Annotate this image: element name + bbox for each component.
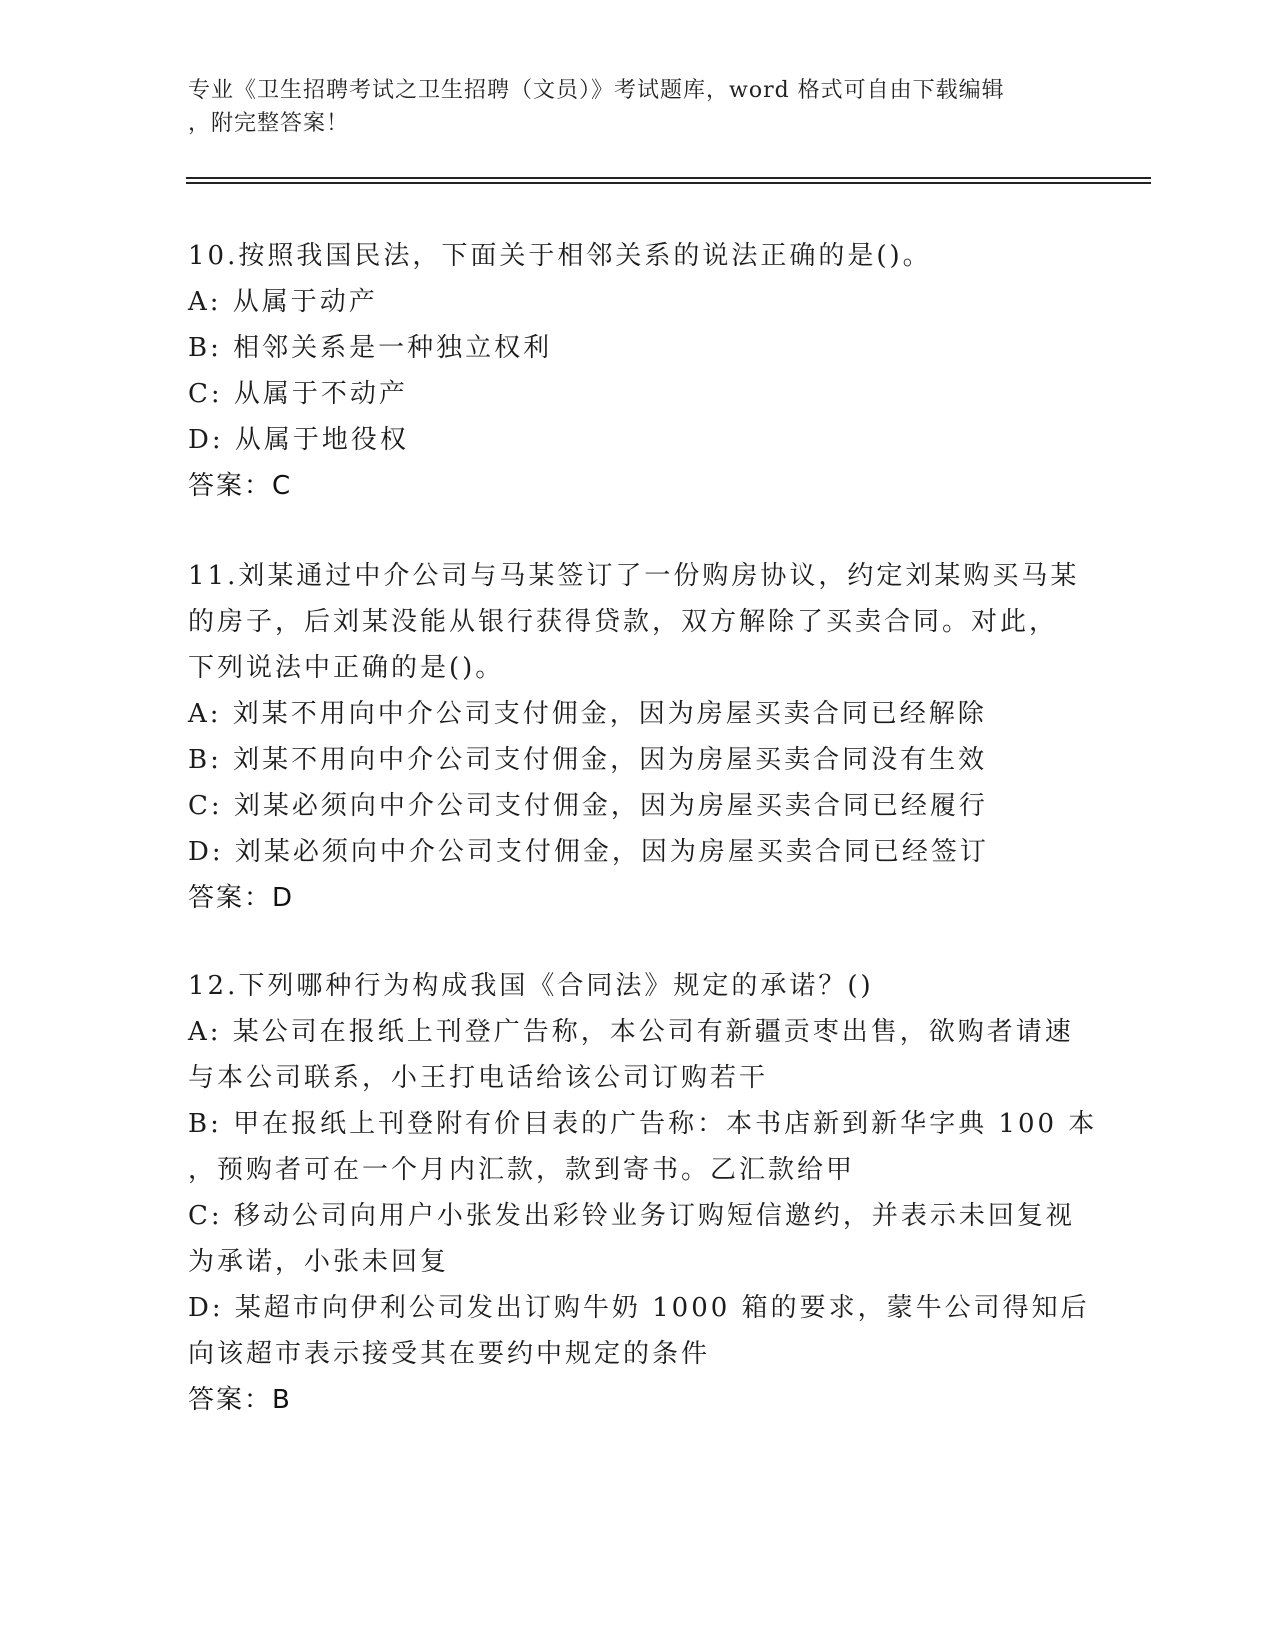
option-d-continued: 向该超市表示接受其在要约中规定的条件 xyxy=(188,1339,711,1369)
option-c: C: 刘某必须向中介公司支付佣金，因为房屋买卖合同已经履行 xyxy=(188,791,988,821)
option-c-continued: 为承诺，小张未回复 xyxy=(188,1247,450,1277)
answer-line: 答案：C xyxy=(188,471,293,501)
option-c: C: 从属于不动产 xyxy=(188,379,408,409)
question-stem-line: 下列说法中正确的是()。 xyxy=(188,653,505,683)
option-b: B: 甲在报纸上刊登附有价目表的广告称：本书店新到新华字典 100 本 xyxy=(188,1109,1098,1139)
option-a-continued: 与本公司联系，小王打电话给该公司订购若干 xyxy=(188,1063,769,1093)
option-b-continued: ，预购者可在一个月内汇款，款到寄书。乙汇款给甲 xyxy=(188,1155,856,1185)
header-line-1: 专业《卫生招聘考试之卫生招聘（文员）》考试题库，word 格式可自由下载编辑 xyxy=(188,78,1005,103)
question-stem-line: 10.按照我国民法，下面关于相邻关系的说法正确的是()。 xyxy=(188,241,932,271)
header-divider-bottom xyxy=(186,182,1151,184)
question-stem-line: 的房子，后刘某没能从银行获得贷款，双方解除了买卖合同。对此， xyxy=(188,607,1059,637)
option-c: C: 移动公司向用户小张发出彩铃业务订购短信邀约，并表示未回复视 xyxy=(188,1201,1075,1231)
answer-line: 答案：B xyxy=(188,1385,292,1415)
header-divider-top xyxy=(186,177,1151,179)
question-10 xyxy=(188,233,1068,509)
option-a: A: 某公司在报纸上刊登广告称，本公司有新疆贡枣出售，欲购者请速 xyxy=(188,1017,1074,1047)
option-a: A: 刘某不用向中介公司支付佣金，因为房屋买卖合同已经解除 xyxy=(188,699,987,729)
question-12 xyxy=(188,963,1098,1423)
question-stem-line: 12.下列哪种行为构成我国《合同法》规定的承诺？() xyxy=(188,971,874,1001)
option-a: A: 从属于动产 xyxy=(188,287,378,317)
option-d: D: 某超市向伊利公司发出订购牛奶 1000 箱的要求，蒙牛公司得知后 xyxy=(188,1293,1090,1323)
header-line-2: ，附完整答案！ xyxy=(188,111,350,136)
option-b: B: 刘某不用向中介公司支付佣金，因为房屋买卖合同没有生效 xyxy=(188,745,988,775)
question-11 xyxy=(188,553,1080,921)
document-header xyxy=(188,74,1068,140)
answer-line: 答案：D xyxy=(188,883,295,913)
option-d: D: 刘某必须向中介公司支付佣金，因为房屋买卖合同已经签订 xyxy=(188,837,989,867)
option-b: B: 相邻关系是一种独立权利 xyxy=(188,333,553,363)
question-stem-line: 11.刘某通过中介公司与马某签订了一份购房协议，约定刘某购买马某 xyxy=(188,561,1080,591)
option-d: D: 从属于地役权 xyxy=(188,425,409,455)
